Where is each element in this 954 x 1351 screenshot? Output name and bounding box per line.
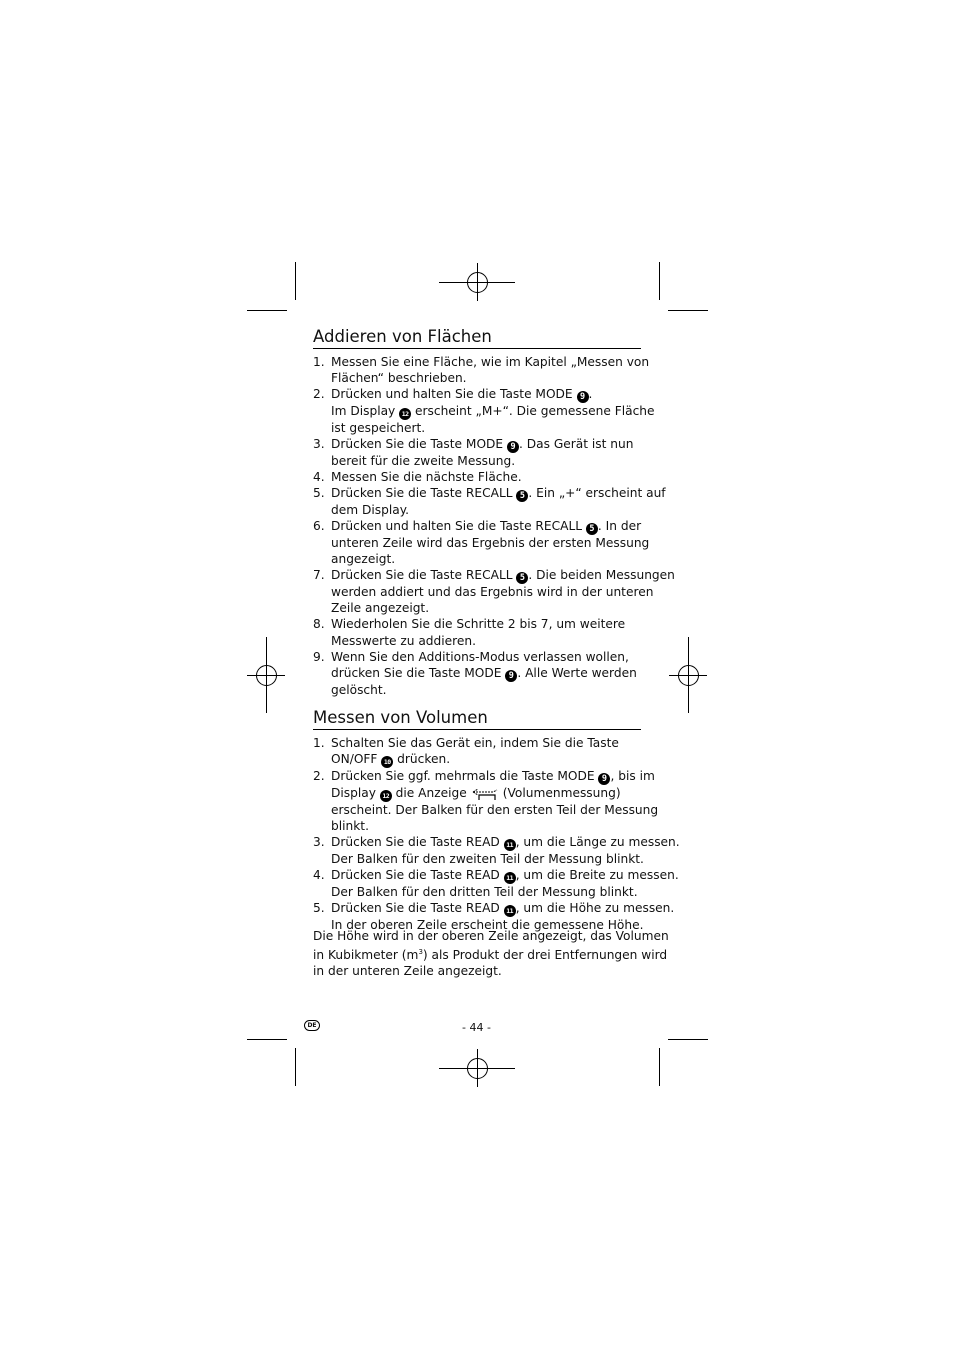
step-text: Drücken Sie die Taste MODE: [331, 437, 507, 452]
step-text: Flächen“ beschrieben.: [331, 371, 467, 386]
crop-mark: [668, 1039, 708, 1040]
step-text: erscheint „M+“. Die gemessene Fläche: [411, 404, 655, 419]
step-text: Der Balken für den zweiten Teil der Messung blinkt.: [331, 852, 644, 867]
step-number: 4.: [313, 868, 325, 883]
step-number: 5.: [313, 901, 325, 916]
step-text: Im Display: [331, 404, 400, 419]
step-text: Display: [331, 786, 380, 801]
volume-measurement-icon: [471, 787, 499, 801]
language-badge: DE: [304, 1020, 320, 1031]
step-text: .: [588, 387, 593, 402]
step-text: . Ein „+“ erscheint auf: [528, 486, 666, 501]
read-key-badge: 11: [504, 872, 516, 884]
step-text: In der oberen Zeile erscheint die gemessene Höhe.: [331, 918, 644, 933]
list-item: [313, 867, 679, 900]
step-number: 4.: [313, 470, 325, 485]
step-number: 6.: [313, 519, 325, 534]
step-text: ON/OFF: [331, 752, 382, 767]
mode-key-badge: 9: [507, 441, 519, 453]
step-text: Zeile angezeigt.: [331, 601, 430, 616]
list-item: [313, 567, 675, 616]
step-text: Drücken und halten Sie die Taste RECALL: [331, 519, 586, 534]
crop-mark: [295, 1048, 296, 1086]
step-text: blinkt.: [331, 819, 369, 834]
display-badge: 12: [380, 790, 392, 802]
step-text: . In der: [597, 519, 642, 534]
read-key-badge: 11: [504, 905, 516, 917]
list-item: [313, 485, 666, 518]
paragraph-line: in der unteren Zeile angezeigt.: [313, 964, 502, 979]
list-item: [313, 649, 641, 698]
step-text: Messen Sie eine Fläche, wie im Kapitel „Messen von: [331, 355, 650, 369]
recall-key-badge: 5: [516, 572, 528, 584]
step-text: . Das Gerät ist nun: [519, 437, 634, 452]
crop-mark: [295, 262, 296, 300]
step-text: Messen Sie die nächste Fläche.: [331, 470, 522, 485]
list-item: [313, 768, 659, 834]
step-text: . Die beiden Messungen: [528, 568, 675, 583]
step-text: Drücken Sie die Taste RECALL: [331, 568, 517, 583]
paragraph-line: in Kubikmeter (m: [313, 948, 419, 963]
step-text: , bis im: [610, 769, 655, 784]
step-number: 1.: [313, 736, 325, 750]
step-text: Der Balken für den dritten Teil der Messung blinkt.: [331, 885, 638, 900]
list-item: [313, 518, 650, 567]
step-number: 2.: [313, 387, 325, 402]
paragraph-line: Die Höhe wird in der oberen Zeile angezeigt, das Volumen: [313, 929, 669, 943]
step-text: unteren Zeile wird das Ergebnis der ersten Messung: [331, 536, 650, 551]
mode-key-badge: 9: [577, 391, 589, 403]
volume-note-paragraph: [313, 928, 669, 979]
step-number: 9.: [313, 649, 325, 664]
step-text: bereit für die zweite Messung.: [331, 454, 516, 469]
step-text: Drücken Sie die Taste RECALL: [331, 486, 517, 501]
list-item: [313, 386, 655, 436]
step-text: ist gespeichert.: [331, 421, 426, 436]
mode-key-badge: 9: [598, 773, 610, 785]
page-number: - 44 -: [462, 1021, 491, 1034]
registration-mark: [678, 665, 699, 686]
step-text: Schalten Sie das Gerät ein, indem Sie die Taste: [331, 736, 619, 750]
display-badge: 12: [399, 408, 411, 420]
step-text: drücken.: [393, 752, 451, 767]
list-item: [313, 469, 641, 485]
crop-mark: [247, 310, 287, 311]
superscript-3: 3: [418, 948, 423, 957]
crop-mark: [247, 1039, 287, 1040]
step-number: 2.: [313, 769, 325, 784]
step-number: 3.: [313, 437, 325, 452]
steps-list-volumen: [313, 735, 680, 933]
step-text: (Volumenmessung): [502, 786, 621, 801]
section-heading-addieren: Addieren von Flächen: [313, 327, 641, 349]
step-text: Drücken Sie die Taste READ: [331, 901, 504, 916]
step-number: 5.: [313, 486, 325, 501]
registration-mark: [256, 665, 277, 686]
crop-mark: [668, 310, 708, 311]
step-number: 3.: [313, 835, 325, 850]
step-text: drücken Sie die Taste MODE: [331, 665, 506, 680]
step-text: gelöscht.: [331, 682, 387, 697]
step-text: Wenn Sie den Additions-Modus verlassen wollen,: [331, 649, 629, 664]
step-text: Messwerte zu addieren.: [331, 633, 477, 648]
step-text: , um die Breite zu messen.: [515, 868, 679, 883]
list-item: [313, 354, 650, 386]
step-text: werden addiert und das Ergebnis wird in der unteren: [331, 585, 654, 600]
mode-key-badge: 9: [505, 670, 517, 682]
step-text: Drücken Sie die Taste READ: [331, 868, 504, 883]
step-text: Drücken Sie ggf. mehrmals die Taste MODE: [331, 769, 599, 784]
step-text: die Anzeige: [391, 786, 467, 801]
registration-mark: [467, 1058, 488, 1079]
read-key-badge: 11: [504, 839, 516, 851]
step-text: , um die Länge zu messen.: [515, 835, 680, 850]
crop-mark: [659, 262, 660, 300]
steps-list-addieren: [313, 354, 675, 698]
step-text: dem Display.: [331, 503, 410, 518]
step-text: angezeigt.: [331, 552, 396, 567]
step-text: Drücken und halten Sie die Taste MODE: [331, 387, 577, 402]
step-text: , um die Höhe zu messen.: [515, 901, 675, 916]
step-number: 8.: [313, 617, 325, 632]
step-text: . Alle Werte werden: [517, 665, 637, 680]
step-number: 1.: [313, 355, 325, 369]
onoff-key-badge: 10: [381, 756, 393, 768]
list-item: [313, 834, 680, 867]
step-number: 7.: [313, 568, 325, 583]
step-text: Drücken Sie die Taste READ: [331, 835, 504, 850]
step-text: Wiederholen Sie die Schritte 2 bis 7, um weitere: [331, 617, 626, 632]
list-item: [313, 735, 641, 768]
list-item: [313, 616, 641, 648]
recall-key-badge: 5: [586, 523, 598, 535]
step-text: erscheint. Der Balken für den ersten Teil der Messung: [331, 803, 659, 818]
recall-key-badge: 5: [516, 490, 528, 502]
list-item: [313, 436, 641, 469]
registration-mark: [467, 272, 488, 293]
section-heading-volumen: Messen von Volumen: [313, 708, 641, 730]
crop-mark: [659, 1048, 660, 1086]
paragraph-line: ) als Produkt der drei Entfernungen wird: [422, 948, 668, 963]
